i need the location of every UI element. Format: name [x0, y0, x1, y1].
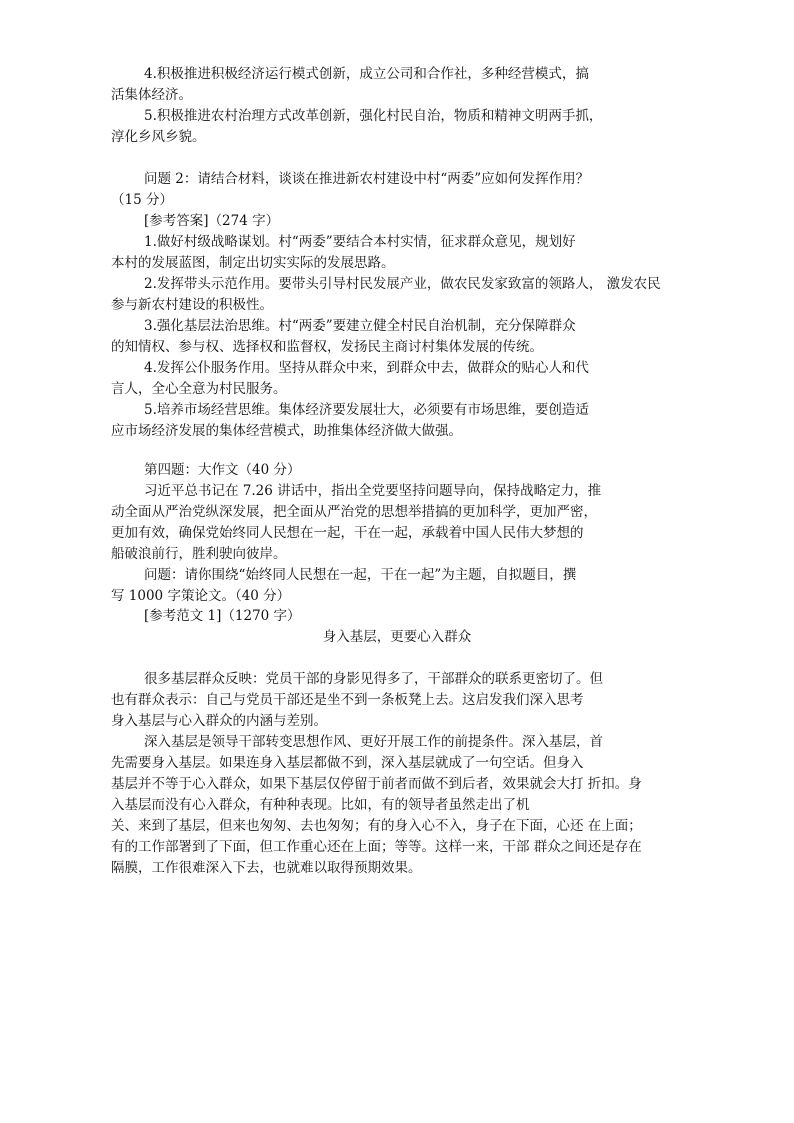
paragraph-line: 4.积极推进积极经济运行模式创新，成立公司和合作社，多种经营模式，搞 — [144, 66, 589, 82]
paragraph-line: 2.发挥带头示范作用。要带头引导村民发展产业，做农民发家致富的领路人， 激发农民 — [144, 276, 661, 292]
paragraph-line: 本村的发展蓝图，制定出切实实际的发展思路。 — [111, 255, 395, 271]
paragraph-line: 淳化乡风乡貌。 — [111, 129, 206, 145]
paragraph-line: 5.培养市场经营思维。集体经济要发展壮大，必须要有市场思维，要创造适 — [144, 402, 589, 418]
paragraph-line: 活集体经济。 — [111, 87, 192, 103]
paragraph-line: 1.做好村级战略谋划。村“两委”要结合本村实情，征求群众意见，规划好 — [144, 234, 576, 250]
paragraph-line: 先需要身入基层。如果连身入基层都做不到，深入基层就成了一句空话。但身入 — [111, 755, 584, 771]
paragraph-line: 动全面从严治党纵深发展，把全面从严治党的思想举措搞的更加科学，更加严密， — [111, 504, 597, 520]
paragraph-line: 有的工作部署到了下面，但工作重心还在上面；等等。这样一来，干部 群众之间还是存在 — [111, 839, 642, 855]
paragraph-line: 写 1000 字策论文。（40 分） — [111, 588, 291, 604]
paragraph-line: 船破浪前行，胜利驶向彼岸。 — [111, 546, 287, 562]
paragraph-line: 应市场经济发展的集体经营模式，助推集体经济做大做强。 — [111, 423, 462, 439]
section-heading: 第四题：大作文（40 分） — [144, 462, 301, 478]
paragraph-line: 4.发挥公仆服务作用。坚持从群众中来，到群众中去，做群众的贴心人和代 — [144, 360, 589, 376]
paragraph-line: 也有群众表示：自己与党员干部还是坐不到一条板凳上去。这启发我们深入思考 — [111, 692, 584, 708]
paragraph-line: （15 分） — [111, 192, 173, 208]
essay-label: [参考范文 1]（1270 字） — [144, 608, 301, 624]
paragraph-line: 问题：请你围绕“始终同人民想在一起，干在一起”为主题，自拟题目，撰 — [144, 567, 577, 583]
paragraph-line: 基层并不等于心入群众，如果下基层仅停留于前者而做不到后者，效果就会大打 折扣。身 — [111, 776, 642, 792]
paragraph-line: 深入基层是领导干部转变思想作风、更好开展工作的前提条件。深入基层，首 — [144, 734, 603, 750]
paragraph-line: 很多基层群众反映：党员干部的身影见得多了，干部群众的联系更密切了。但 — [144, 671, 603, 687]
paragraph-line: 言人，全心全意为村民服务。 — [111, 381, 287, 397]
paragraph-line: 关、来到了基层，但来也匆匆、去也匆匆；有的身入心不入，身子在下面，心还 在上面； — [111, 818, 642, 834]
paragraph-line: 3.强化基层法治思维。村“两委”要建立健全村民自治机制，充分保障群众 — [144, 318, 576, 334]
paragraph-line: 5.积极推进农村治理方式改革创新，强化村民自治，物质和精神文明两手抓， — [144, 108, 603, 124]
paragraph-line: 隔膜，工作很难深入下去，也就难以取得预期效果。 — [111, 860, 422, 876]
paragraph-line: 参与新农村建设的积极性。 — [111, 297, 273, 313]
paragraph-line: 的知情权、参与权、选择权和监督权，发扬民主商讨村集体发展的传统。 — [111, 339, 543, 355]
paragraph-line: 入基层而没有心入群众，有种种表现。比如，有的领导者虽然走出了机 — [111, 797, 530, 813]
answer-label: [参考答案]（274 字） — [144, 213, 280, 229]
essay-title: 身入基层，更要心入群众 — [322, 629, 472, 645]
paragraph-line: 更加有效，确保党始终同人民想在一起，干在一起，承载着中国人民伟大梦想的 — [111, 525, 584, 541]
question-heading: 问题 2：请结合材料，谈谈在推进新农村建设中村“两委”应如何发挥作用？ — [144, 171, 590, 187]
paragraph-line: 习近平总书记在 7.26 讲话中，指出全党要坚持问题导向，保持战略定力，推 — [144, 483, 602, 499]
paragraph-line: 身入基层与心入群众的内涵与差别。 — [111, 713, 327, 729]
